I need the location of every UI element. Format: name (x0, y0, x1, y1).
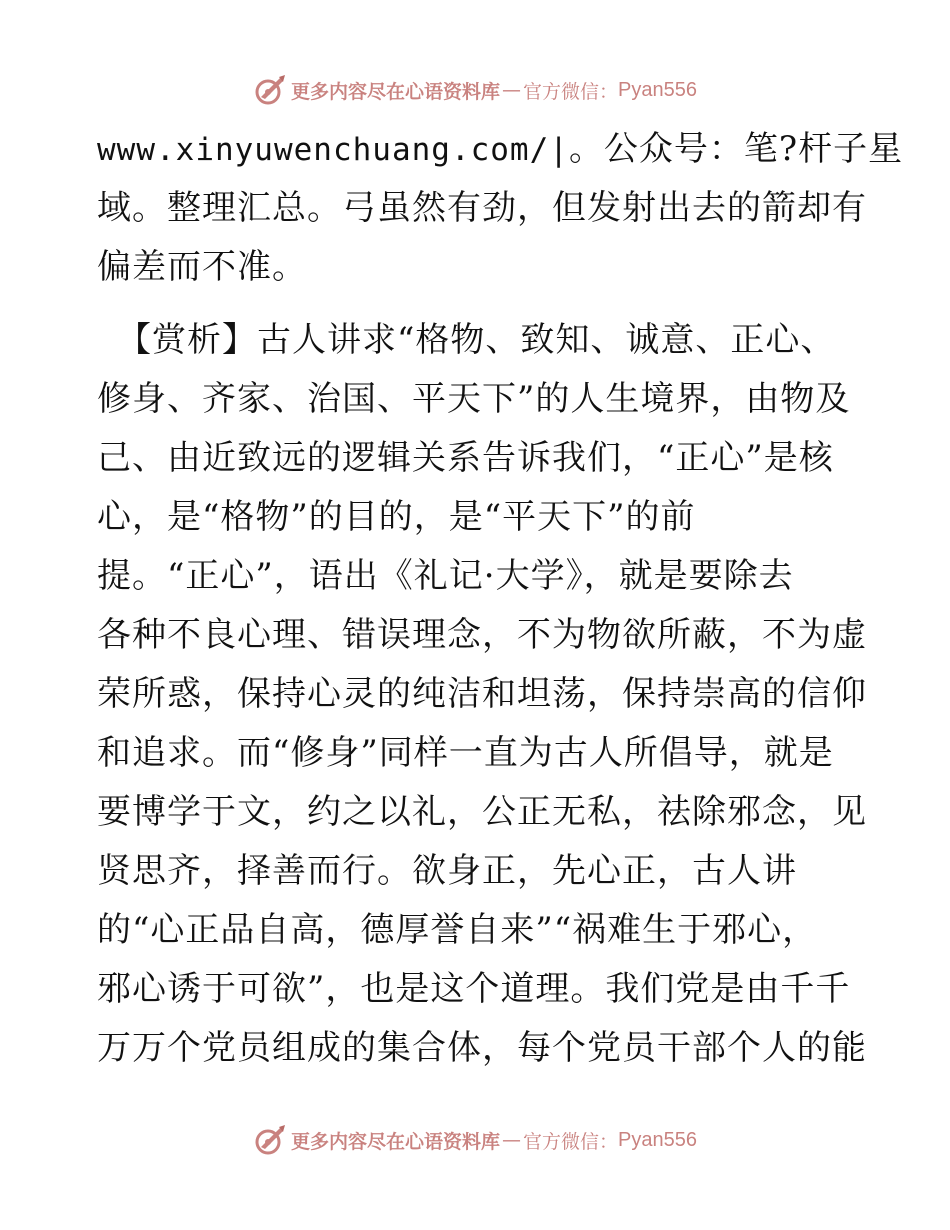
paragraph-2-line-6: 各种不良心理、错误理念，不为物欲所蔽，不为虚 (97, 615, 867, 655)
paragraph-1-line-1-text: 。公众号：笔?杆子星 (568, 129, 904, 169)
paragraph-2-line-13: 万万个党员组成的集合体，每个党员干部个人的能 (97, 1028, 867, 1068)
quill-logo-icon (253, 73, 287, 107)
paragraph-2-line-8: 和追求。而“修身”同样一直为古人所倡导，就是 (97, 733, 834, 773)
paragraph-1-line-1 (97, 120, 904, 179)
paragraph-2-line-2: 修身、齐家、治国、平天下”的人生境界，由物及 (97, 379, 851, 419)
paragraph-2-line-12: 邪心诱于可欲”，也是这个道理。我们党是由千千 (97, 969, 851, 1009)
banner-wechat-id: Pyan556 (618, 78, 697, 101)
paragraph-1-line-3: 偏差而不准。 (97, 247, 307, 287)
header-watermark (0, 70, 950, 110)
footer-watermark (0, 1120, 950, 1160)
banner-wechat-id: Pyan556 (618, 1128, 697, 1151)
paragraph-2-line-9: 要博学于文，约之以礼，公正无私，祛除邪念，见 (97, 792, 867, 832)
paragraph-2-line-10: 贤思齐，择善而行。欲身正，先心正，古人讲 (97, 851, 797, 891)
paragraph-2-line-4: 心，是“格物”的目的，是“平天下”的前 (97, 497, 696, 537)
banner-dash: — (502, 79, 522, 101)
paragraph-2-line-3: 己、由近致远的逻辑关系告诉我们，“正心”是核 (97, 438, 834, 478)
document-body (97, 120, 904, 1078)
quill-logo-icon (253, 1123, 287, 1157)
paragraph-1-line-2: 域。整理汇总。弓虽然有劲，但发射出去的箭却有 (97, 188, 867, 228)
banner-text: 更多内容尽在心语资料库 (291, 80, 501, 103)
source-url: www.xinyuwenchuang.com/| (97, 132, 569, 168)
paragraph-2-line-11: 的“心正品自高，德厚誉自来”“祸难生于邪心， (97, 910, 818, 950)
banner-dash: — (502, 1129, 522, 1151)
paragraph-2-line-5: 提。“正心”，语出《礼记·大学》，就是要除去 (97, 556, 794, 596)
banner-text: 更多内容尽在心语资料库 (291, 1130, 501, 1153)
paragraph-2-line-7: 荣所惑，保持心灵的纯洁和坦荡，保持崇高的信仰 (97, 674, 867, 714)
paragraph-2-line-1: 【赏析】古人讲求“格物、致知、诚意、正心、 (117, 320, 836, 360)
banner-wechat-label: 官方微信： (523, 80, 619, 103)
banner-wechat-label: 官方微信： (523, 1130, 619, 1153)
